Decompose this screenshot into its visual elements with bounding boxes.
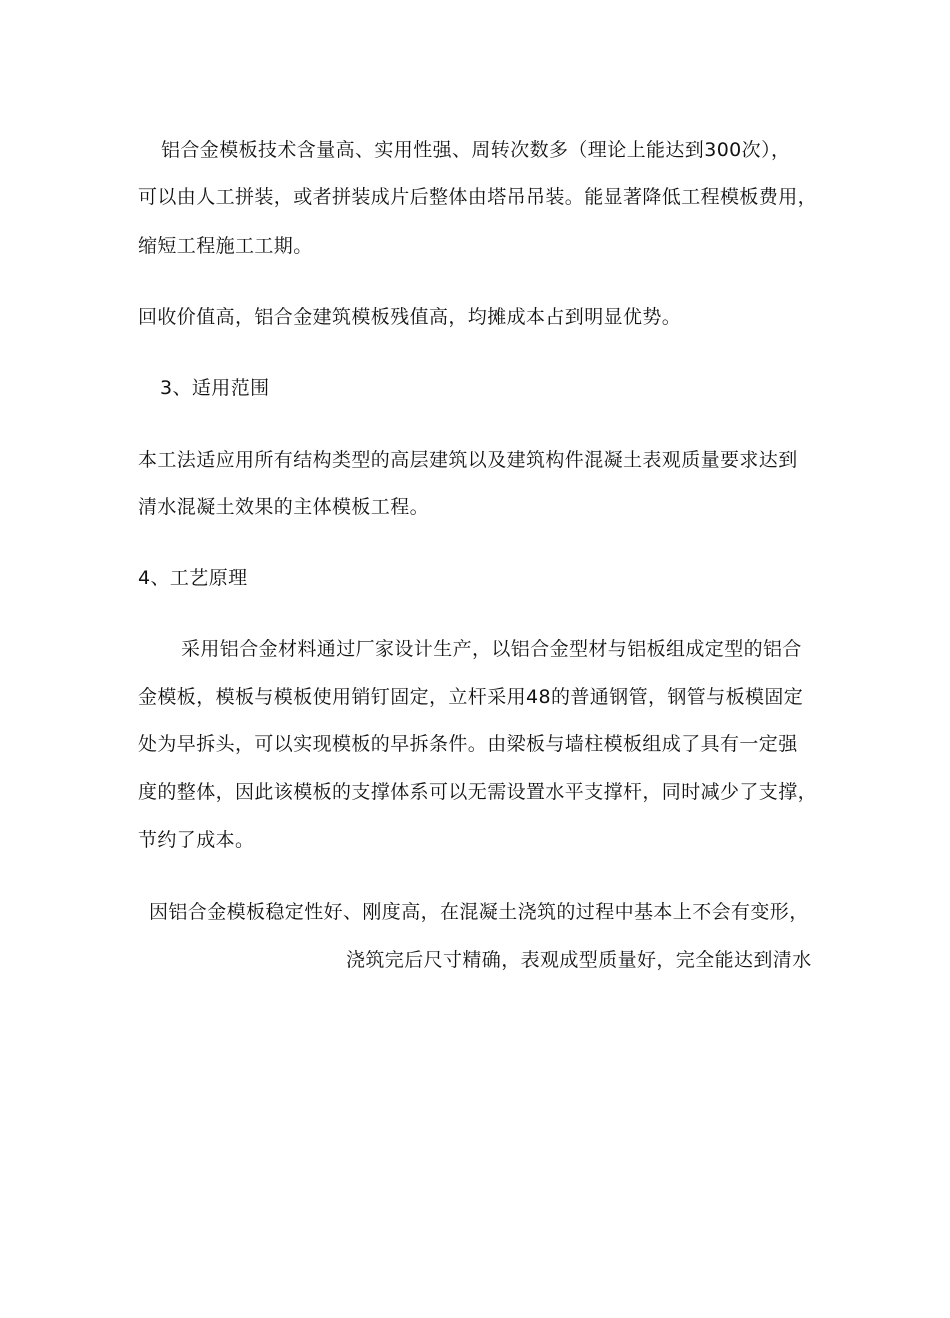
section-heading-4: 4、工艺原理 — [138, 567, 248, 589]
paragraph-4-line-1: 采用铝合金材料通过厂家设计生产，以铝合金型材与铝板组成定型的铝合 — [181, 638, 802, 660]
paragraph-5-line-2: 浇筑完后尺寸精确，表观成型质量好，完全能达到清水 — [346, 949, 812, 971]
section-heading-3: 3、适用范围 — [160, 377, 270, 399]
paragraph-4-line-4: 度的整体，因此该模板的支撑体系可以无需设置水平支撑杆，同时减少了支撑， — [138, 781, 818, 803]
paragraph-5-line-1: 因铝合金模板稳定性好、刚度高，在混凝土浇筑的过程中基本上不会有变形， — [149, 901, 809, 923]
paragraph-4-line-2: 金模板，模板与模板使用销钉固定，立杆采用48的普通钢管，钢管与板模固定 — [138, 686, 804, 708]
paragraph-2-line-1: 回收价值高，铝合金建筑模板残值高，均摊成本占到明显优势。 — [138, 306, 682, 328]
paragraph-3-line-2: 清水混凝土效果的主体模板工程。 — [138, 496, 430, 518]
paragraph-3-line-1: 本工法适应用所有结构类型的高层建筑以及建筑构件混凝土表观质量要求达到 — [138, 449, 798, 471]
paragraph-1-line-1: 铝合金模板技术含量高、实用性强、周转次数多（理论上能达到300次）， — [161, 139, 791, 161]
paragraph-4-line-5: 节约了成本。 — [138, 829, 255, 851]
paragraph-1-line-2: 可以由人工拼装，或者拼装成片后整体由塔吊吊装。能显著降低工程模板费用， — [138, 186, 818, 208]
paragraph-4-line-3: 处为早拆头，可以实现模板的早拆条件。由梁板与墙柱模板组成了具有一定强 — [138, 733, 798, 755]
paragraph-1-line-3: 缩短工程施工工期。 — [138, 235, 313, 257]
